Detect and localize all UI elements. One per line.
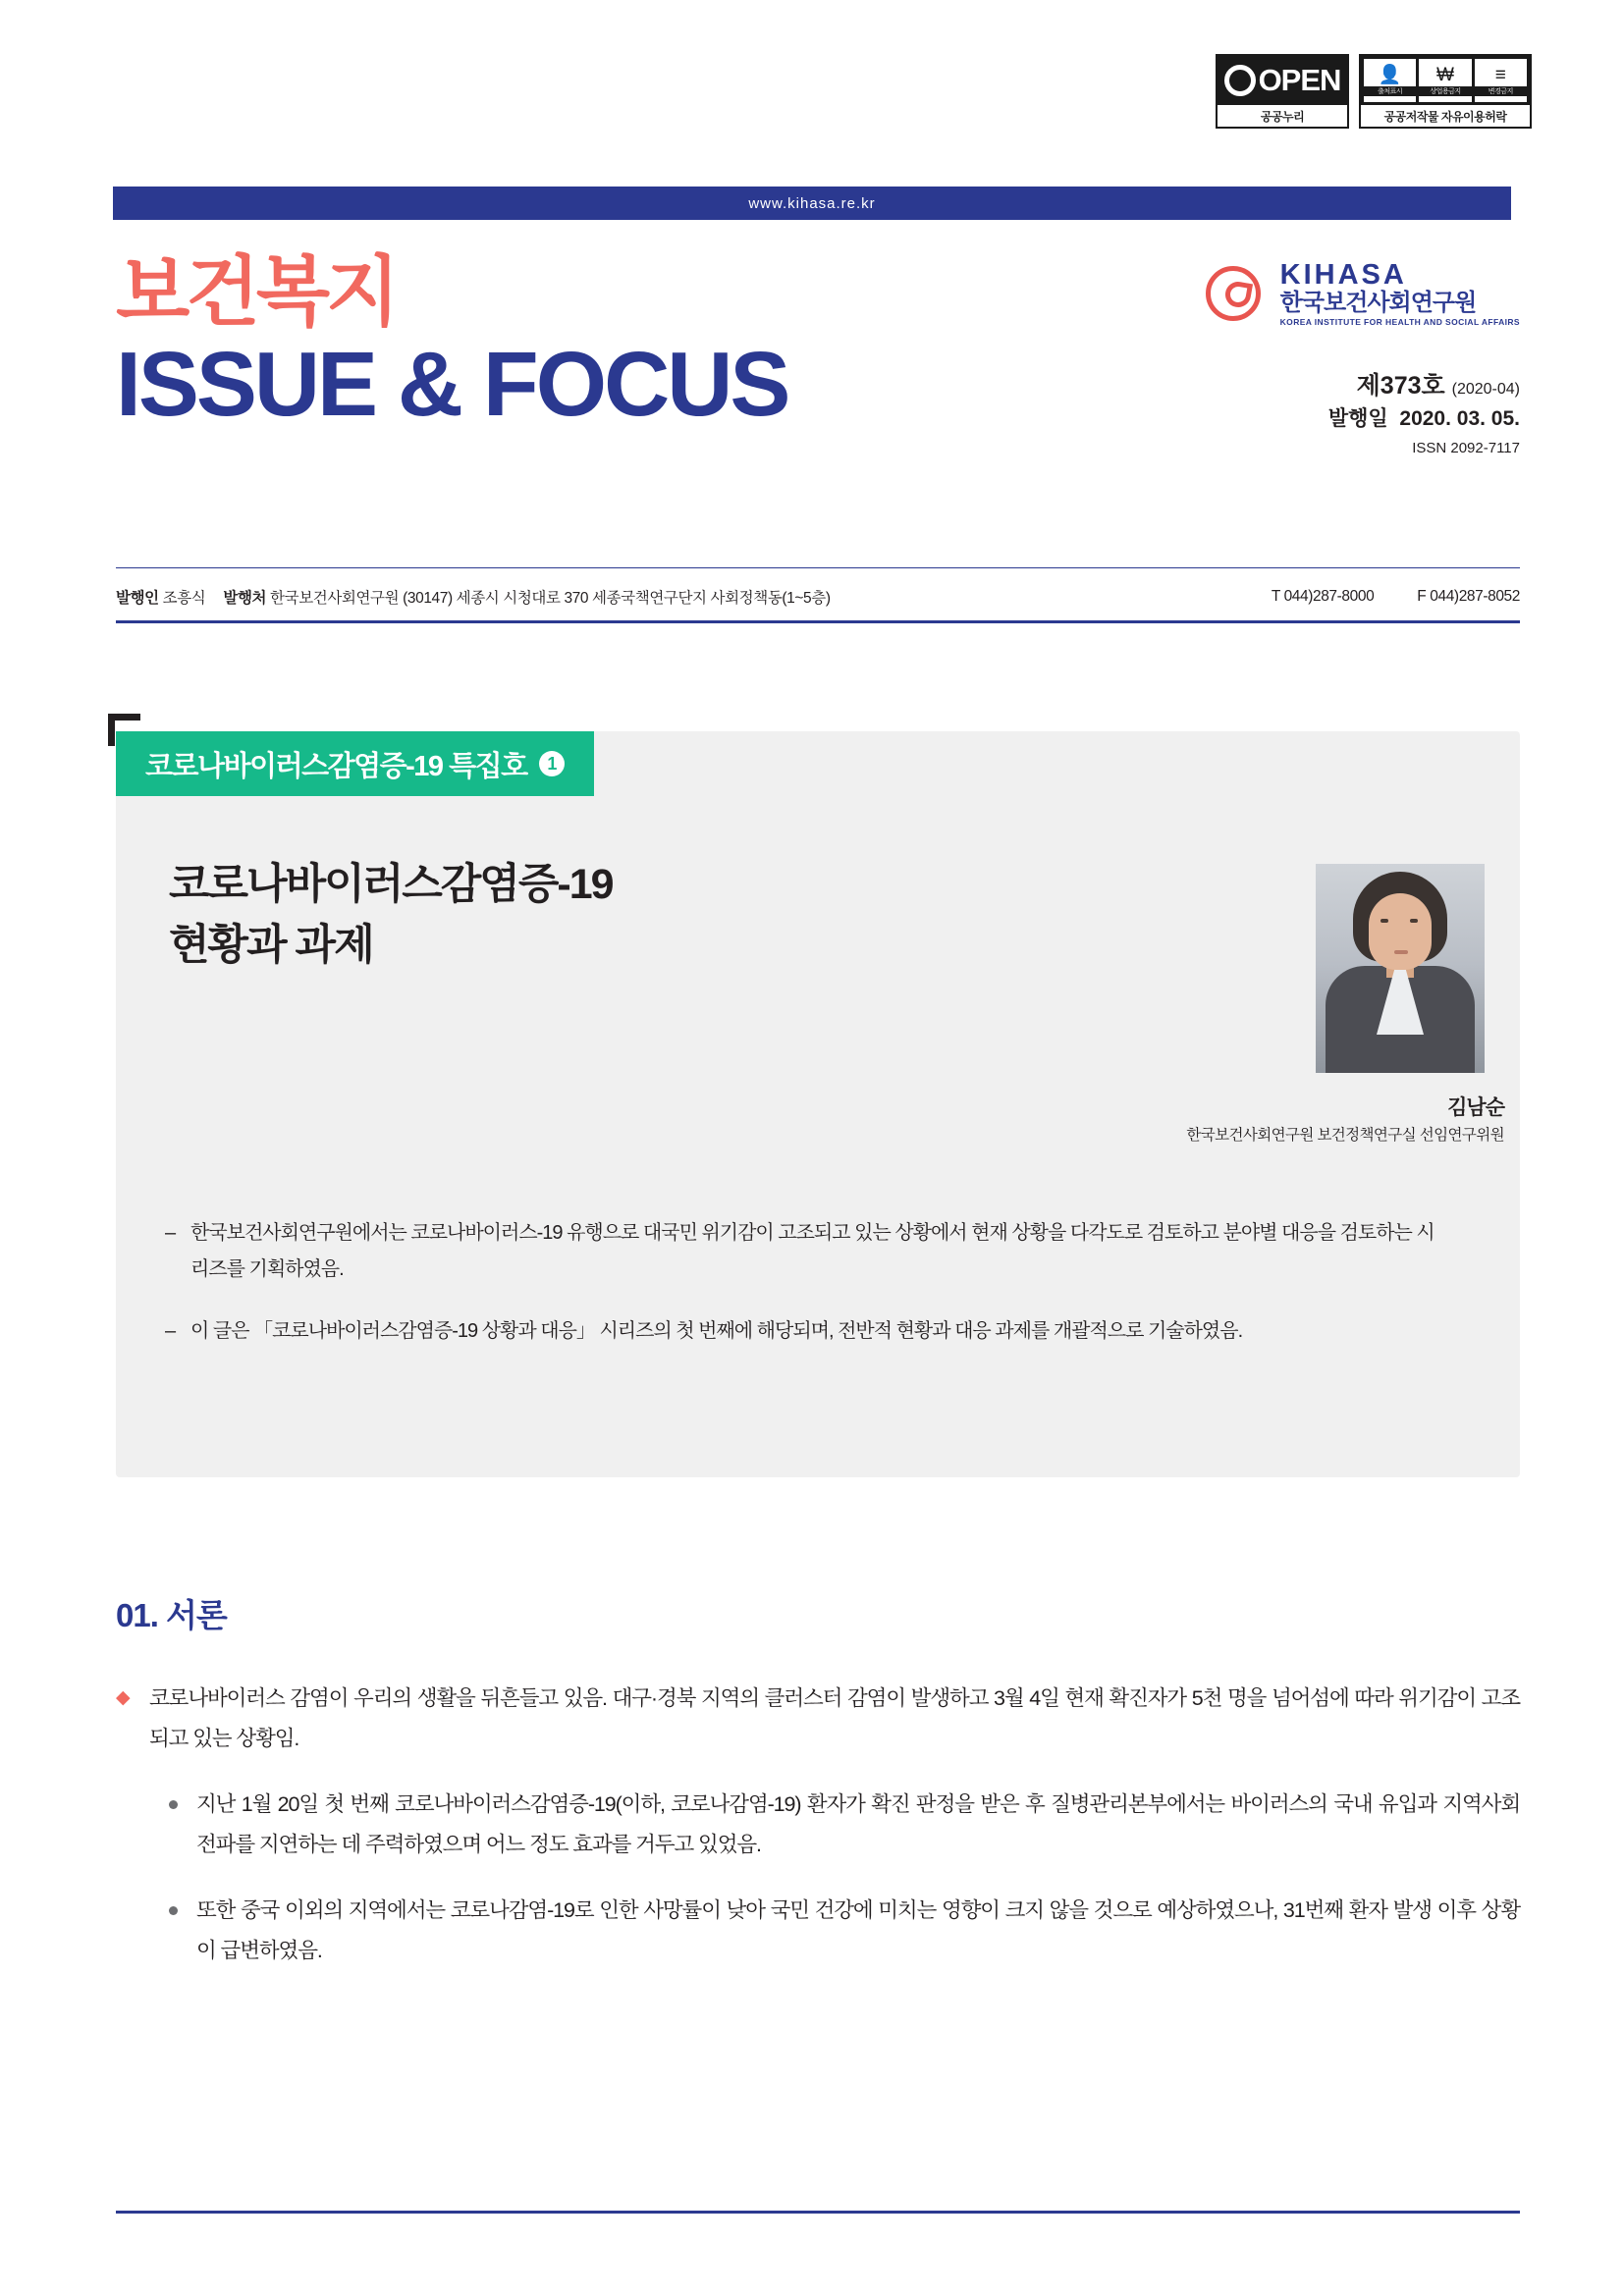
panel-summary-text: 한국보건사회연구원에서는 코로나바이러스-19 유행으로 대국민 위기감이 고조되고 있는 상황에서 현재 상황을 다각도로 검토하고 분야별 대응을 검토하는 시리즈를 기획하였음.	[190, 1222, 1435, 1280]
article-title-line1: 코로나바이러스감염증-19	[169, 861, 613, 908]
publisher-person	[116, 586, 205, 608]
website-url-bar[interactable]	[113, 187, 1511, 220]
body-paragraph-level2	[169, 1785, 1520, 1865]
kihasa-name-en: KIHASA	[1279, 259, 1407, 291]
dot-bullet-icon	[169, 1785, 196, 1865]
article-title-line2: 현황과 과제	[169, 922, 373, 969]
publisher-fax: F 044)287-8052	[1417, 588, 1520, 605]
panel-summary-item	[165, 1215, 1451, 1288]
dash-marker: –	[165, 1320, 176, 1342]
cc-noderivs-icon: ≡ 변경금지	[1475, 59, 1527, 102]
publish-date-line	[1206, 404, 1520, 434]
open-license-badge	[1216, 54, 1349, 129]
panel-summary-text: 이 글은 「코로나바이러스감염증-19 상황과 대응」 시리즈의 첫 번째에 해당되며, 전반적 현황과 대응 과제를 개괄적으로 기술하였음.	[190, 1320, 1243, 1342]
dot-bullet-icon	[169, 1891, 196, 1971]
open-caption: 공공누리	[1260, 109, 1305, 124]
kihasa-symbol-icon	[1206, 264, 1267, 325]
kihasa-name-sub: KOREA INSTITUTE FOR HEALTH AND SOCIAL AFFAIRS	[1279, 317, 1520, 327]
cc-icon-row	[1361, 56, 1530, 105]
open-ring-icon	[1224, 65, 1256, 96]
article-title	[169, 854, 974, 976]
body-paragraph-level1	[116, 1679, 1520, 1759]
panel-summary-item	[165, 1313, 1451, 1350]
special-issue-tag	[116, 731, 594, 796]
author-photo	[1316, 864, 1485, 1073]
special-issue-label: 코로나바이러스감염증-19 특집호	[145, 750, 527, 782]
body-text: 지난 1월 20일 첫 번째 코로나바이러스감염증-19(이하, 코로나감염-19) 환자가 확진 판정을 받은 후 질병관리본부에서는 바이러스의 국내 유입과 지역사회 전파를 지연하는 데 주력하였으며 어느 정도 효과를 거두고 있었음.	[196, 1792, 1520, 1856]
publisher-org-text: 한국보건사회연구원 (30147) 세종시 시청대로 370 세종국책연구단지 사회정책동(1~5층)	[270, 590, 831, 607]
section-heading: 01. 서론	[116, 1597, 227, 1633]
dash-marker: –	[165, 1222, 176, 1244]
publish-date-label: 발행일	[1327, 407, 1388, 430]
body-paragraph-level2	[169, 1891, 1520, 1971]
issue-number-line	[1206, 371, 1520, 404]
publisher-tel: T 044)287-8000	[1271, 588, 1375, 605]
issue-meta	[1206, 371, 1520, 463]
license-badges	[1216, 54, 1532, 129]
publisher-contact	[1272, 588, 1520, 606]
publisher-org	[223, 586, 830, 608]
masthead-titles	[116, 248, 788, 435]
publisher-info	[116, 575, 1520, 618]
publisher-name: 조흥식	[162, 590, 206, 607]
open-label: OPEN	[1258, 63, 1341, 97]
body-text: 코로나바이러스 감염이 우리의 생활을 뒤흔들고 있음. 대구·경북 지역의 클러스터 감염이 발생하고 3월 4일 현재 확진자가 5천 명을 넘어섬에 따라 위기감이 고조되고 있는 상황임.	[149, 1686, 1520, 1750]
issue-number: 제373호	[1356, 372, 1445, 400]
title-korean: 보건복지	[116, 248, 397, 335]
cc-attribution-icon: 👤 출처표시	[1364, 59, 1416, 102]
special-issue-number: 1	[539, 751, 565, 776]
publisher-label: 발행인	[116, 590, 159, 607]
kihasa-name-kr: 한국보건사회연구원	[1279, 290, 1477, 316]
publisher-org-label: 발행처	[223, 590, 267, 607]
website-url-text: www.kihasa.re.kr	[748, 194, 876, 212]
footer-rule	[116, 2211, 1520, 2214]
open-license-icon	[1218, 56, 1347, 105]
diamond-bullet-icon: ◆	[116, 1687, 131, 1708]
issue-year: (2020-04)	[1451, 381, 1520, 398]
author-name: 김남순	[1447, 1096, 1504, 1119]
publisher-rule-top	[116, 567, 1520, 568]
section-body	[116, 1679, 1520, 1997]
kihasa-logo	[1206, 260, 1520, 328]
cc-noncommercial-icon: ₩ 상업용금지	[1419, 59, 1471, 102]
panel-summary-list	[165, 1215, 1451, 1375]
publish-date-value: 2020. 03. 05.	[1399, 407, 1520, 430]
author-affiliation: 한국보건사회연구원 보건정책연구실 선임연구위원	[1186, 1127, 1504, 1144]
publisher-rule-bottom	[116, 620, 1520, 623]
masthead-meta	[1206, 260, 1520, 463]
issn: ISSN 2092-7117	[1412, 440, 1520, 456]
kihasa-logo-text	[1280, 260, 1520, 328]
cc-license-badge	[1359, 54, 1532, 129]
cc-caption: 공공저작물 자유이용허락	[1383, 109, 1507, 124]
body-text: 또한 중국 이외의 지역에서는 코로나감염-19로 인한 사망률이 낮아 국민 건강에 미치는 영향이 크지 않을 것으로 예상하였으나, 31번째 환자 발생 이후 상황이 급변하였음.	[196, 1898, 1520, 1962]
title-english: ISSUE & FOCUS	[116, 333, 788, 435]
